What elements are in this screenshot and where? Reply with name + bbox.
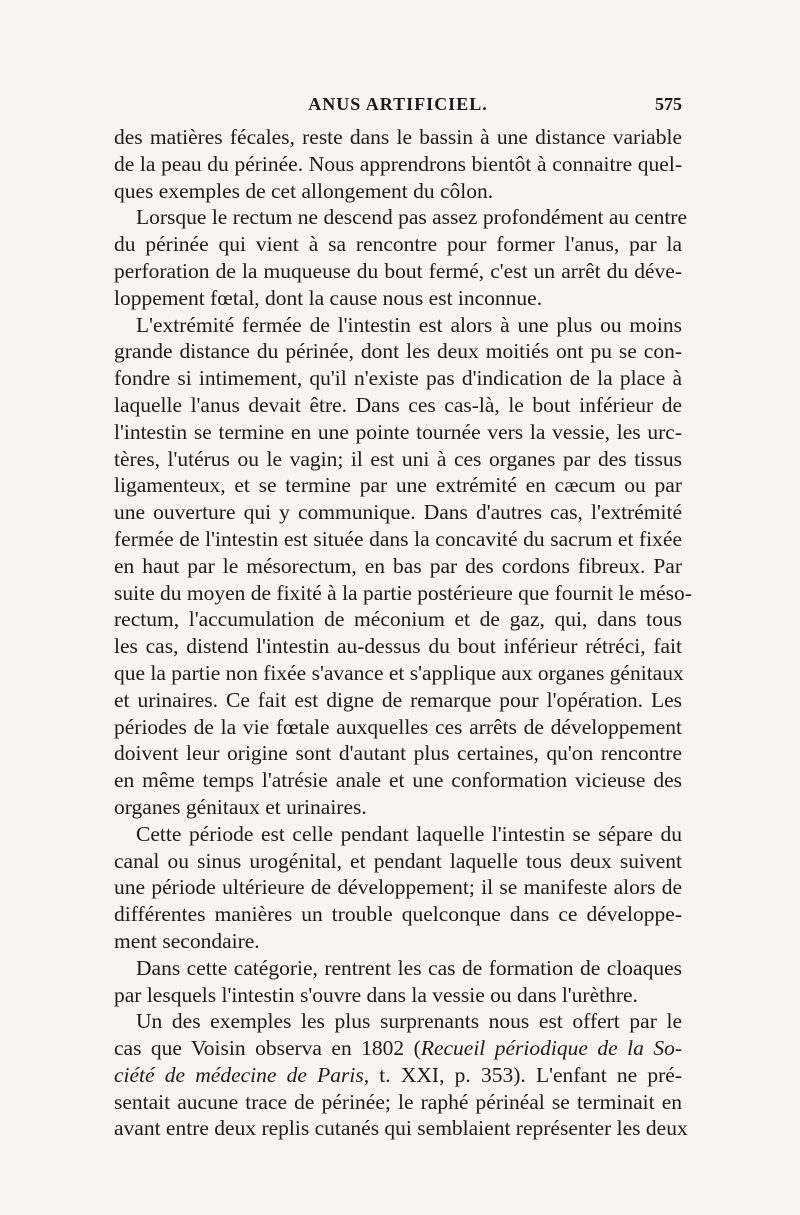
text-line: en haut par le mésorectum, en bas par des cordons fibreux. Par bbox=[114, 553, 682, 578]
text-line: ligamenteux, et se termine par une extrémité en cæcum ou par bbox=[114, 473, 682, 498]
text-line: fondre si intimement, qu'il n'existe pas d'indication de la place à bbox=[114, 366, 682, 391]
text-line: périodes de la vie fœtale auxquelles ces arrêts de développement bbox=[114, 714, 682, 739]
text-line: que la partie non fixée s'avance et s'applique aux organes génitaux bbox=[114, 660, 684, 685]
text-line: suite du moyen de fixité à la partie postérieure que fournit le méso- bbox=[114, 580, 692, 605]
text-line: Cette période est celle pendant laquelle l'intestin se sépare du bbox=[136, 821, 682, 846]
text-line: L'extrémité fermée de l'intestin est alors à une plus ou moins bbox=[136, 312, 682, 337]
text-line: par lesquels l'intestin s'ouvre dans la vessie ou dans l'urèthre. bbox=[114, 982, 638, 1007]
text-line: ques exemples de cet allongement du côlon. bbox=[114, 178, 494, 203]
paragraph bbox=[114, 955, 682, 1009]
text-line: de la peau du périnée. Nous apprendrons bientôt à connaitre quel- bbox=[114, 151, 682, 176]
body-text bbox=[114, 124, 692, 1142]
page-header bbox=[114, 94, 682, 122]
text-line: organes génitaux et urinaires. bbox=[114, 794, 367, 819]
page-number: 575 bbox=[655, 94, 682, 114]
text-line: sentait aucune trace de périnée; le raphé périnéal se terminait en bbox=[114, 1089, 682, 1114]
text-line: Un des exemples les plus surprenants nous est offert par le bbox=[136, 1009, 682, 1034]
text-line: une période ultérieure de développement; il se manifeste alors de bbox=[114, 875, 682, 900]
text-line: Dans cette catégorie, rentrent les cas de formation de cloaques bbox=[136, 955, 682, 980]
running-title: ANUS ARTIFICIEL. bbox=[308, 94, 488, 114]
text-line: fermée de l'intestin est située dans la concavité du sacrum et fixée bbox=[114, 526, 682, 551]
text-line: ciété de médecine de Paris, t. XXI, p. 353). L'enfant ne pré- bbox=[114, 1062, 682, 1087]
paragraph bbox=[114, 1008, 688, 1142]
text-line: du périnée qui vient à sa rencontre pour former l'anus, par la bbox=[114, 232, 682, 257]
text-line: rectum, l'accumulation de méconium et de gaz, qui, dans tous bbox=[114, 607, 682, 632]
text-line: ment secondaire. bbox=[114, 928, 260, 953]
text-line: une ouverture qui y communique. Dans d'autres cas, l'extrémité bbox=[114, 500, 682, 525]
text-line: et urinaires. Ce fait est digne de remarque pour l'opération. Les bbox=[114, 687, 682, 712]
text-line: laquelle l'anus devait être. Dans ces cas-là, le bout inférieur de bbox=[114, 392, 682, 417]
text-line: avant entre deux replis cutanés qui semblaient représenter les deux bbox=[114, 1116, 688, 1141]
text-line: canal ou sinus urogénital, et pendant laquelle tous deux suivent bbox=[114, 848, 682, 873]
text-line: des matières fécales, reste dans le bassin à une distance variable bbox=[114, 125, 682, 149]
text-line: en même temps l'atrésie anale et une conformation vicieuse des bbox=[114, 768, 682, 793]
text-line: cas que Voisin observa en 1802 (Recueil périodique de la So- bbox=[114, 1036, 682, 1061]
text-line: différentes manières un trouble quelconque dans ce développe- bbox=[114, 902, 682, 927]
text-line: loppement fœtal, dont la cause nous est inconnue. bbox=[114, 285, 543, 310]
italic-citation: ciété de médecine de Paris, bbox=[114, 1062, 370, 1087]
text-line: les cas, distend l'intestin au-dessus du bout inférieur rétréci, fait bbox=[114, 634, 682, 659]
text-line: tères, l'utérus ou le vagin; il est uni à ces organes par des tissus bbox=[114, 446, 682, 471]
paragraph bbox=[114, 821, 682, 955]
paragraph bbox=[114, 124, 682, 204]
paragraph bbox=[114, 204, 688, 311]
text-line: l'intestin se termine en une pointe tournée vers la vessie, les urc- bbox=[114, 419, 682, 444]
text-line: Lorsque le rectum ne descend pas assez profondément au centre bbox=[136, 205, 688, 230]
text-line: perforation de la muqueuse du bout fermé, c'est un arrêt du déve- bbox=[114, 258, 682, 283]
text-line: grande distance du périnée, dont les deux moitiés ont pu se con- bbox=[114, 339, 682, 364]
paragraph bbox=[114, 312, 692, 821]
italic-citation: Recueil périodique de la So- bbox=[420, 1036, 682, 1061]
text-line: doivent leur origine sont d'autant plus certaines, qu'on rencontre bbox=[114, 741, 682, 766]
